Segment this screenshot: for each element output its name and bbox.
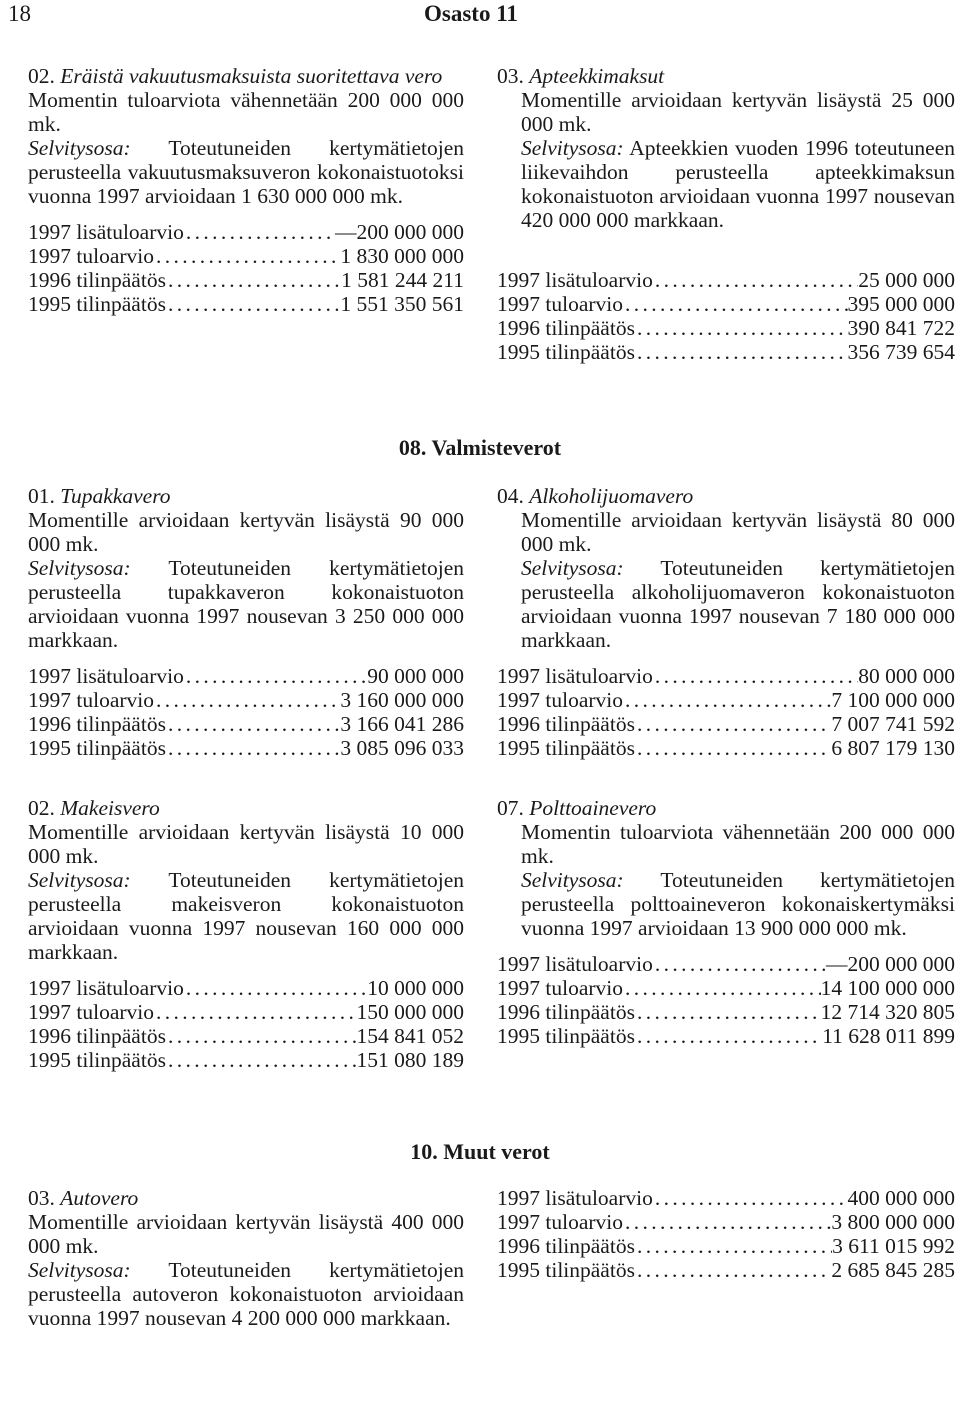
selvitysosa xyxy=(28,1258,464,1330)
selvitysosa xyxy=(497,868,955,940)
selvitysosa-text: Toteutuneiden kertymätietojen perusteella makeisveron kokonaistuoton arvioidaan vuonna 1997 nousevan 160 000 000 markkaan. xyxy=(28,868,464,964)
figure-row: 1996 tilinpäätös . . . 1 581 244 211 xyxy=(28,268,464,292)
figures-table-autovero xyxy=(497,1186,955,1282)
selvitysosa xyxy=(28,136,464,208)
figure-row: 1996 tilinpäätös . . . 3 166 041 286 xyxy=(28,712,464,736)
selvitysosa-label: Selvitysosa: xyxy=(521,868,624,892)
figure-row: 1995 tilinpäätös . . . 356 739 654 xyxy=(497,340,955,364)
figure-row: 1997 lisätuloarvio . . . —200 000 000 xyxy=(28,220,464,244)
selvitysosa-label: Selvitysosa: xyxy=(28,868,131,892)
item-name: Apteekkimaksut xyxy=(529,64,665,88)
item-text: Momentille arvioidaan kertyvän lisäystä 90 000 000 mk. xyxy=(28,508,464,556)
section-heading-valmisteverot: 08. Valmisteverot xyxy=(398,435,562,460)
figure-row: 1997 tuloarvio . . . 7 100 000 000 xyxy=(497,688,955,712)
item-number: 04. xyxy=(497,484,524,508)
selvitysosa xyxy=(28,556,464,652)
item-number: 07. xyxy=(497,796,524,820)
figure-row: 1995 tilinpäätös . . . 1 551 350 561 xyxy=(28,292,464,316)
item-text: Momentille arvioidaan kertyvän lisäystä 80 000 000 mk. xyxy=(521,508,955,556)
figure-row: 1997 tuloarvio . . . 14 100 000 000 xyxy=(497,976,955,1000)
item-name: Autovero xyxy=(60,1186,139,1210)
selvitysosa-text: Toteutuneiden kertymätietojen perusteella vakuutusmaksuveron kokonaistuotoksi vuonna 1997 arvioidaan 1 630 000 000 mk. xyxy=(28,136,464,208)
item-number: 01. xyxy=(28,484,55,508)
figures-table xyxy=(28,976,464,1072)
item-title xyxy=(28,64,464,88)
selvitysosa-label: Selvitysosa: xyxy=(521,556,624,580)
figures-table xyxy=(28,220,464,316)
figure-row: 1996 tilinpäätös . . . 12 714 320 805 xyxy=(497,1000,955,1024)
selvitysosa-text: Apteekkien vuoden 1996 toteutuneen liikevaihdon perusteella apteekkimaksun kokonaistuoton arvioidaan vuonna 1997 nousevan 420 000 000 markkaan. xyxy=(521,136,955,232)
item-number: 02. xyxy=(28,64,55,88)
item-title xyxy=(28,484,464,508)
item-title xyxy=(28,796,464,820)
figure-row: 1997 tuloarvio . . . 150 000 000 xyxy=(28,1000,464,1024)
item-tupakkavero xyxy=(28,484,464,760)
item-apteekkimaksut xyxy=(497,64,955,364)
item-polttoainevero xyxy=(497,796,955,1048)
selvitysosa-text: Toteutuneiden kertymätietojen perusteella tupakkaveron kokonaistuoton arvioidaan vuonna 1997 nousevan 3 250 000 000 markkaan. xyxy=(28,556,464,652)
item-text: Momentille arvioidaan kertyvän lisäystä 400 000 000 mk. xyxy=(28,1210,464,1258)
figures-table xyxy=(497,952,955,1048)
item-title xyxy=(497,796,955,820)
item-title xyxy=(28,1186,464,1210)
item-name: Makeisvero xyxy=(60,796,160,820)
item-autovero xyxy=(28,1186,464,1330)
figure-row: 1997 lisätuloarvio . . . 80 000 000 xyxy=(497,664,955,688)
figure-row: 1995 tilinpäätös . . . 2 685 845 285 xyxy=(497,1258,955,1282)
item-title xyxy=(497,64,955,88)
figure-row: 1997 lisätuloarvio . . . —200 000 000 xyxy=(497,952,955,976)
figure-row: 1997 lisätuloarvio . . . 25 000 000 xyxy=(497,268,955,292)
item-name: Eräistä vakuutusmaksuista suoritettava vero xyxy=(60,64,443,88)
page-number: 18 xyxy=(8,1,31,26)
figure-row: 1997 tuloarvio . . . 395 000 000 xyxy=(497,292,955,316)
figure-row: 1997 tuloarvio . . . 3 800 000 000 xyxy=(497,1210,955,1234)
item-alkoholijuomavero xyxy=(497,484,955,760)
running-head: Osasto 11 xyxy=(424,1,518,26)
item-name: Polttoainevero xyxy=(529,796,657,820)
selvitysosa-label: Selvitysosa: xyxy=(28,556,131,580)
figures-table xyxy=(497,268,955,364)
selvitysosa xyxy=(497,556,955,652)
figure-row: 1996 tilinpäätös . . . 154 841 052 xyxy=(28,1024,464,1048)
section-heading-muut-verot: 10. Muut verot xyxy=(410,1139,550,1164)
item-text: Momentille arvioidaan kertyvän lisäystä 25 000 000 mk. xyxy=(521,88,955,136)
selvitysosa-label: Selvitysosa: xyxy=(28,1258,131,1282)
selvitysosa-text: Toteutuneiden kertymätietojen perusteella autoveron kokonaistuoton arvioidaan vuonna 1997 nousevan 4 200 000 000 markkaan. xyxy=(28,1258,464,1330)
item-number: 02. xyxy=(28,796,55,820)
selvitysosa xyxy=(28,868,464,964)
figure-row: 1996 tilinpäätös . . . 7 007 741 592 xyxy=(497,712,955,736)
item-number: 03. xyxy=(497,64,524,88)
item-makeisvero xyxy=(28,796,464,1072)
figure-row: 1997 lisätuloarvio . . . 90 000 000 xyxy=(28,664,464,688)
item-title xyxy=(497,484,955,508)
item-text: Momentin tuloarviota vähennetään 200 000 000 mk. xyxy=(521,820,955,868)
figure-row: 1996 tilinpäätös . . . 390 841 722 xyxy=(497,316,955,340)
item-number: 03. xyxy=(28,1186,55,1210)
item-text: Momentille arvioidaan kertyvän lisäystä 10 000 000 mk. xyxy=(28,820,464,868)
item-name: Alkoholijuomavero xyxy=(529,484,694,508)
selvitysosa-label: Selvitysosa: xyxy=(28,136,131,160)
figures-table xyxy=(497,664,955,760)
selvitysosa-text: Toteutuneiden kertymätietojen perusteella alkoholijuomaveron kokonaistuoton arvioidaan vuonna 1997 nousevan 7 180 000 000 markkaan. xyxy=(521,556,955,652)
item-text: Momentin tuloarviota vähennetään 200 000 000 mk. xyxy=(28,88,464,136)
figure-row: 1997 lisätuloarvio . . . 400 000 000 xyxy=(497,1186,955,1210)
figures-table xyxy=(28,664,464,760)
figure-row: 1995 tilinpäätös . . . 3 085 096 033 xyxy=(28,736,464,760)
figure-row: 1995 tilinpäätös . . . 11 628 011 899 xyxy=(497,1024,955,1048)
figure-row: 1997 tuloarvio . . . 1 830 000 000 xyxy=(28,244,464,268)
selvitysosa-label: Selvitysosa: xyxy=(521,136,624,160)
figure-row: 1997 lisätuloarvio . . . 10 000 000 xyxy=(28,976,464,1000)
figure-row: 1996 tilinpäätös . . . 3 611 015 992 xyxy=(497,1234,955,1258)
selvitysosa xyxy=(497,136,955,232)
item-vakuutusmaksuvero xyxy=(28,64,464,316)
selvitysosa-text: Toteutuneiden kertymätietojen perusteella polttoaineveron kokonaiskertymäksi vuonna 1997 arvioidaan 13 900 000 000 mk. xyxy=(521,868,955,940)
item-name: Tupakkavero xyxy=(60,484,171,508)
figure-row: 1995 tilinpäätös . . . 151 080 189 xyxy=(28,1048,464,1072)
figure-row: 1997 tuloarvio . . . 3 160 000 000 xyxy=(28,688,464,712)
figure-row: 1995 tilinpäätös . . . 6 807 179 130 xyxy=(497,736,955,760)
